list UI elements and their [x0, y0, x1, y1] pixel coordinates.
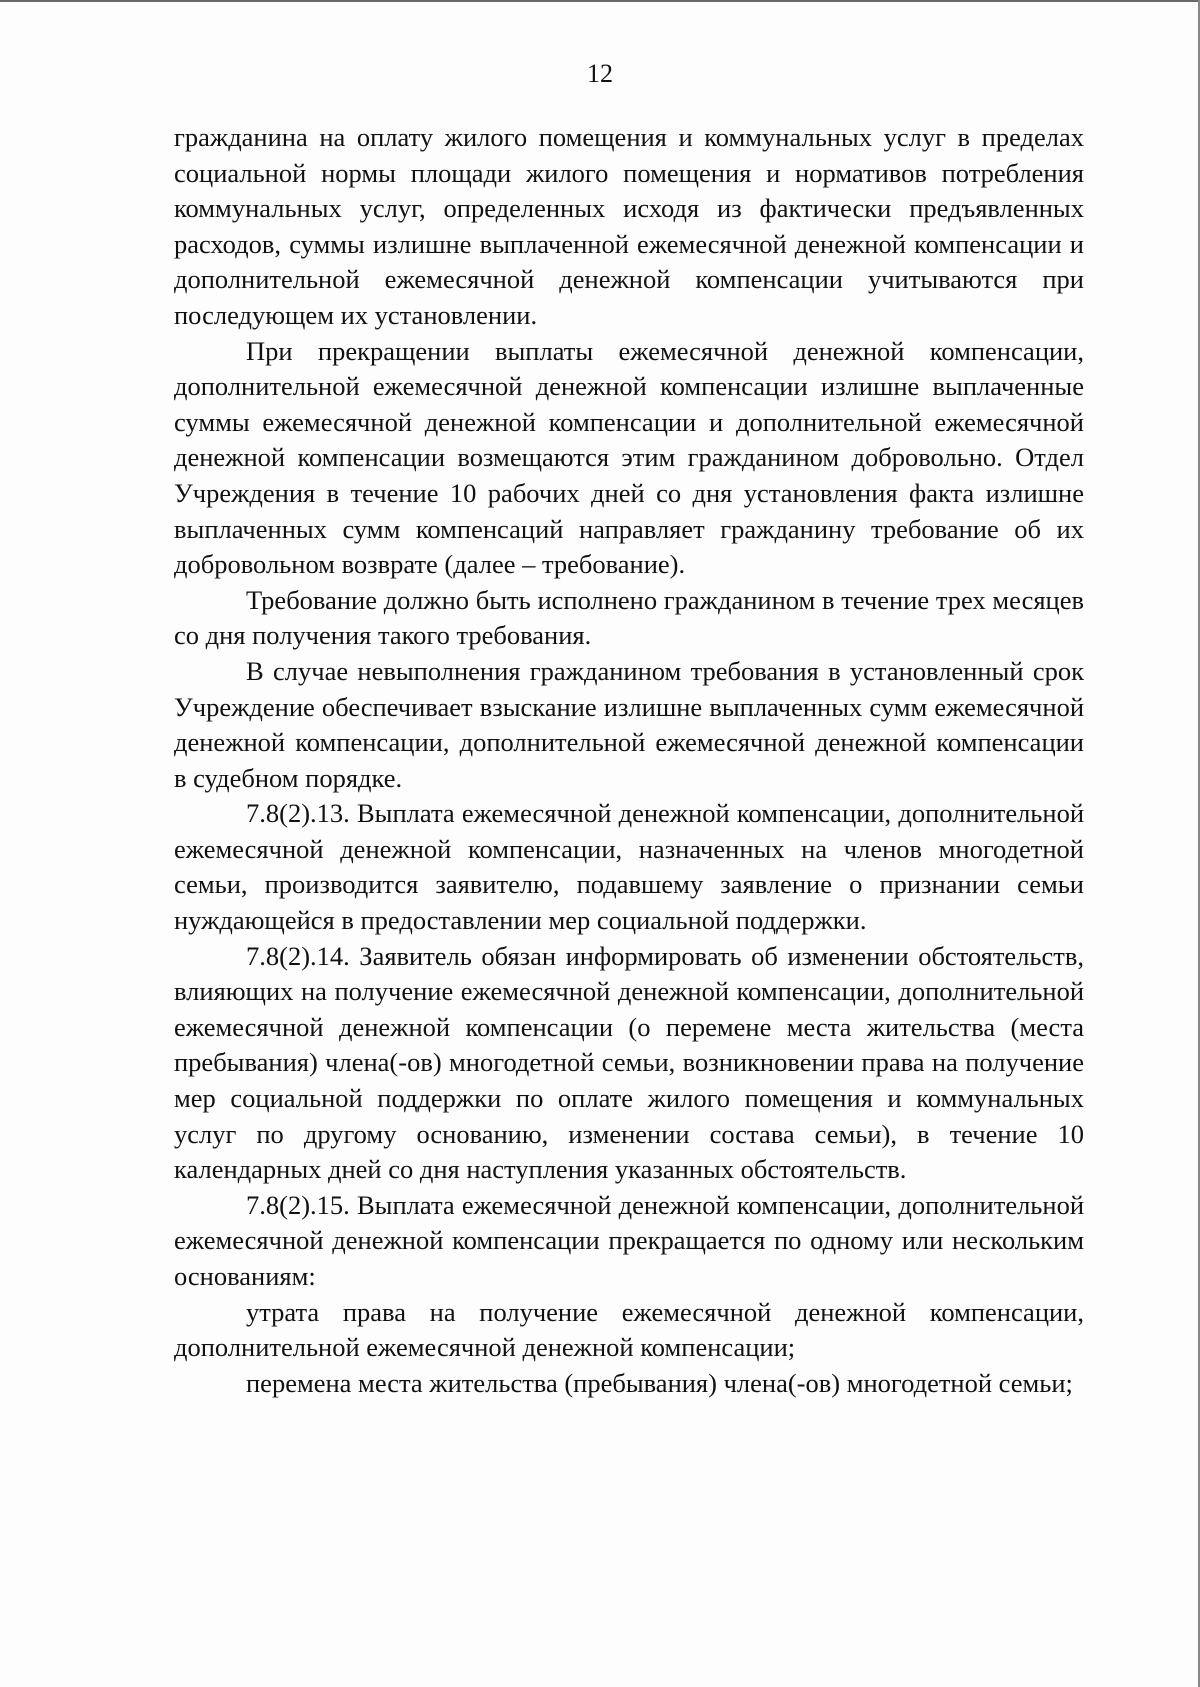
paragraph-termination-refund: При прекращении выплаты ежемесячной денежной компенсации, дополнительной ежемесячной денежной компенсации излишне выплаченные суммы ежемесячной денежной компенсации и дополнительной ежемесячной денежной компенсации возмещаются этим гражданином добровольно. Отдел Учреждения в течение 10 рабочих дней со дня установления факта излишне выплаченных сумм компенсаций направляет гражданину требование об их добровольном возврате (далее – требование). [174, 335, 1084, 580]
paragraph-court-recovery: В случае невыполнения гражданином требования в установленный срок Учреждение обеспечивает взыскание излишне выплаченных сумм ежемесячной денежной компенсации, дополнительной ежемесячной денежной компенсации в судебном порядке. [174, 655, 1084, 793]
paragraph-ground-change-of-residence: перемена места жительства (пребывания) члена(-ов) многодетной семьи; [246, 1367, 1073, 1398]
paragraph-ground-loss-of-right: утрата права на получение ежемесячной денежной компенсации, дополнительной ежемесячной денежной компенсации; [174, 1296, 1084, 1363]
paragraph-continuation: гражданина на оплату жилого помещения и коммунальных услуг в пределах социальной нормы площади жилого помещения и нормативов потребления коммунальных услуг, определенных исходя из фактически предъявленных расходов, суммы излишне выплаченной ежемесячной денежной компенсации и дополнительной ежемесячной денежной компенсации учитываются при последующем их установлении. [174, 122, 1084, 330]
paragraph-7-8-2-14: 7.8(2).14. Заявитель обязан информировать об изменении обстоятельств, влияющих на получение ежемесячной денежной компенсации, дополнительной ежемесячной денежной компенсации (о перемене места жительства (места пребывания) члена(-ов) многодетной семьи, возникновении права на получение мер социальной поддержки по оплате жилого помещения и коммунальных услуг по другому основанию, изменении состава семьи), в течение 10 календарных дней со дня наступления указанных обстоятельств. [174, 940, 1084, 1185]
paragraph-requirement-deadline: Требование должно быть исполнено гражданином в течение трех месяцев со дня получения такого требования. [174, 584, 1084, 651]
paragraph-7-8-2-15: 7.8(2).15. Выплата ежемесячной денежной компенсации, дополнительной ежемесячной денежной компенсации прекращается по одному или нескольким основаниям: [174, 1189, 1084, 1291]
page-number: 12 [587, 59, 613, 88]
paragraph-7-8-2-13: 7.8(2).13. Выплата ежемесячной денежной компенсации, дополнительной ежемесячной денежной компенсации, назначенных на членов многодетной семьи, производится заявителю, подавшему заявление о признании семьи нуждающейся в предоставлении мер социальной поддержки. [174, 798, 1084, 936]
scan-edge-top [0, 0, 1200, 2]
document-body [174, 120, 1084, 1401]
